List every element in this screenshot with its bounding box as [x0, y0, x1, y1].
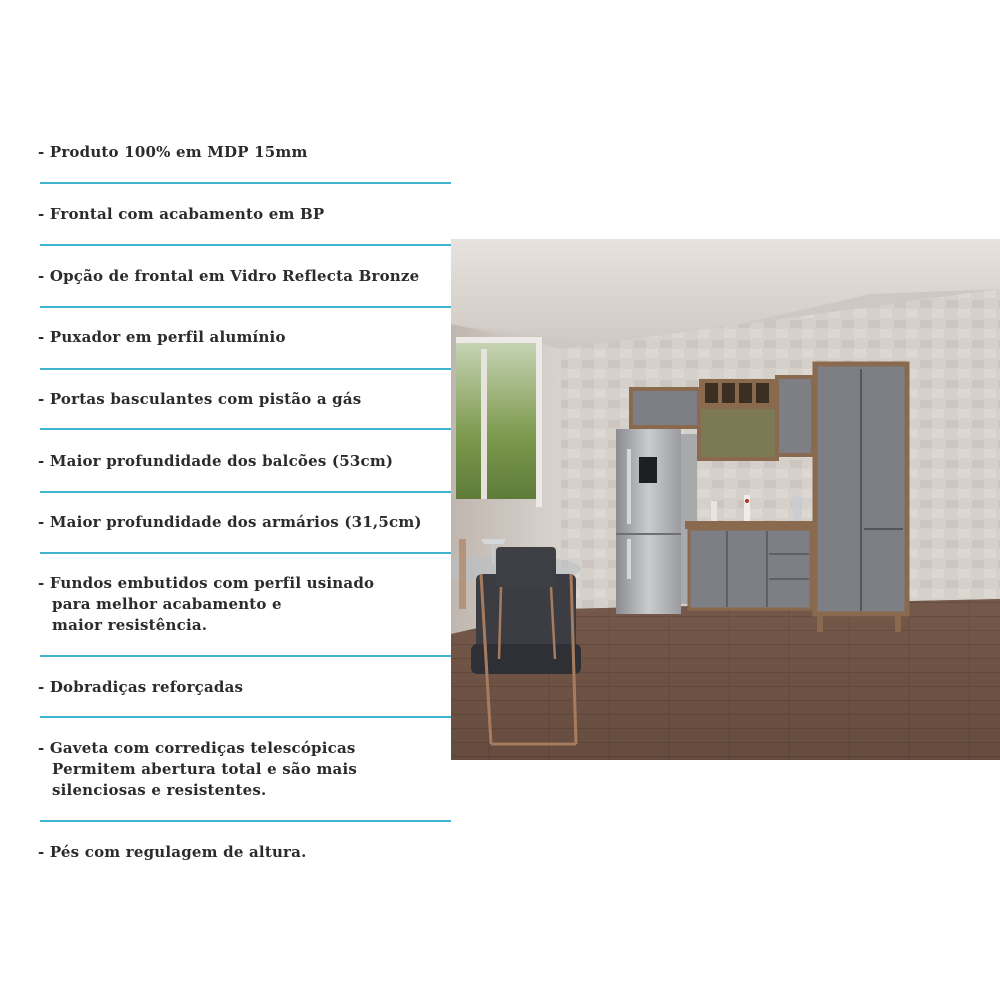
feature-item	[38, 573, 458, 636]
kitchen-photo	[451, 239, 1000, 760]
feature-text: Permitem abertura total e são mais	[52, 760, 357, 778]
divider	[40, 182, 451, 184]
feature-item	[38, 451, 458, 472]
feature-text: - Maior profundidade dos armários (31,5cm)	[38, 513, 422, 531]
feature-item	[38, 842, 458, 863]
feature-text: para melhor acabamento e	[52, 595, 282, 613]
window	[456, 339, 536, 499]
divider	[40, 655, 451, 657]
divider	[40, 820, 451, 822]
divider	[40, 716, 451, 718]
divider	[40, 244, 451, 246]
feature-text: - Opção de frontal em Vidro Reflecta Bronze	[38, 267, 420, 285]
feature-list	[0, 0, 460, 1000]
feature-item	[38, 204, 458, 225]
feature-item	[38, 677, 458, 698]
feature-item	[38, 389, 458, 410]
divider	[40, 306, 451, 308]
feature-item	[38, 512, 458, 533]
divider	[40, 491, 451, 493]
feature-text: - Dobradiças reforçadas	[38, 678, 244, 696]
feature-item	[38, 738, 458, 801]
divider	[40, 552, 451, 554]
feature-text: - Gaveta com corrediças telescópicas	[38, 739, 356, 757]
feature-text: - Fundos embutidos com perfil usinado	[38, 574, 375, 592]
feature-text: - Portas basculantes com pistão a gás	[38, 390, 362, 408]
divider	[40, 428, 451, 430]
feature-text: maior resistência.	[52, 616, 208, 634]
feature-text: - Produto 100% em MDP 15mm	[38, 143, 308, 161]
feature-text: silenciosas e resistentes.	[52, 781, 267, 799]
feature-text: - Maior profundidade dos balcões (53cm)	[38, 452, 394, 470]
feature-text: - Frontal com acabamento em BP	[38, 205, 325, 223]
fridge	[616, 429, 681, 614]
feature-text: - Puxador em perfil alumínio	[38, 328, 286, 346]
feature-item	[38, 142, 458, 163]
feature-item	[38, 327, 458, 348]
divider	[40, 368, 451, 370]
feature-text: - Pés com regulagem de altura.	[38, 843, 307, 861]
feature-item	[38, 266, 458, 287]
